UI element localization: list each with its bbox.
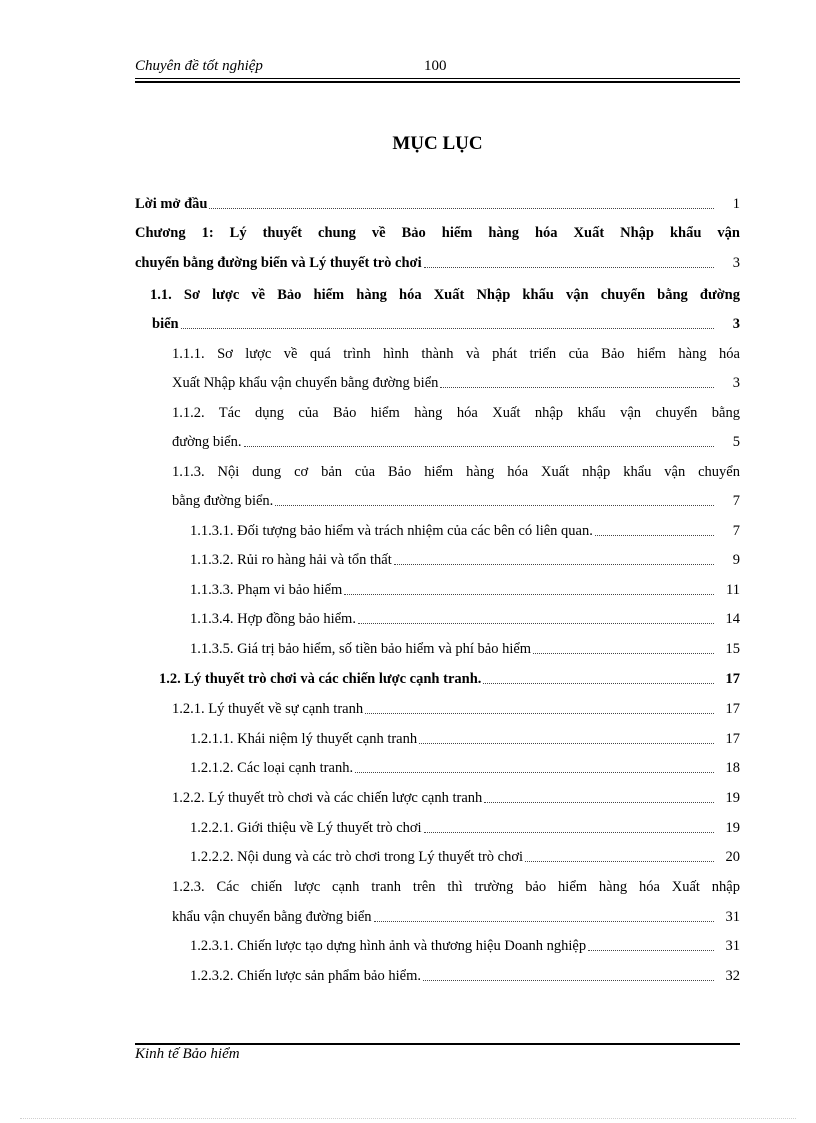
toc-entry-title: 1.2.1.1. Khái niệm lý thuyết cạnh tranh <box>190 731 418 747</box>
toc-entry-page: 9 <box>732 552 740 568</box>
toc-entry-title: 1.1.3.2. Rủi ro hàng hải và tổn thất <box>190 552 392 568</box>
page-number: 100 <box>424 58 447 74</box>
dot-leader <box>344 593 714 595</box>
toc-entry-page: 15 <box>725 641 740 657</box>
toc-entry-title: 1.1.1. Sơ lược về quá trình hình thành và phát triển của Bảo hiểm hàng hóa <box>172 346 740 362</box>
toc-entry-page: 17 <box>725 731 740 747</box>
toc-entry-title: biển <box>152 316 179 332</box>
footer-rule <box>135 1043 740 1045</box>
toc-entry-page: 20 <box>725 849 740 865</box>
toc-entry-title: 1.1. Sơ lược về Bảo hiểm hàng hóa Xuất Nhập khẩu vận chuyển bằng đường <box>150 287 740 303</box>
header-rule-thin <box>135 78 740 79</box>
dot-leader <box>355 771 714 773</box>
toc-entry-continued[interactable] <box>172 486 740 510</box>
document-title: Chuyên đề tốt nghiệp <box>135 58 263 74</box>
toc-entry-page: 3 <box>732 375 740 391</box>
toc-entry-continued[interactable] <box>135 248 740 272</box>
toc-entry-title: 1.2.2.2. Nội dung và các trò chơi trong Lý thuyết trò chơi <box>190 849 524 865</box>
toc-entry-title: Xuất Nhập khẩu vận chuyển bằng đường biển <box>172 375 439 391</box>
toc-entry-title: khẩu vận chuyển bằng đường biển <box>172 909 372 925</box>
toc-entry[interactable] <box>172 457 740 481</box>
toc-entry[interactable] <box>190 634 740 658</box>
toc-entry-page: 31 <box>725 938 740 954</box>
toc-entry[interactable] <box>190 545 740 569</box>
toc-entry[interactable] <box>190 842 740 866</box>
dot-leader <box>419 742 714 744</box>
toc-entry-title: Chương 1: Lý thuyết chung về Bảo hiểm hàng hóa Xuất Nhập khẩu vận <box>135 225 740 241</box>
dot-leader <box>358 622 714 624</box>
dot-leader <box>394 563 714 565</box>
toc-entry-title: 1.2. Lý thuyết trò chơi và các chiến lược cạnh tranh. <box>159 671 482 687</box>
toc-entry-page: 5 <box>732 434 740 450</box>
dot-leader <box>424 831 714 833</box>
toc-entry-continued[interactable] <box>152 309 740 333</box>
toc-entry-page: 7 <box>732 493 740 509</box>
dot-leader <box>365 712 714 714</box>
toc-entry[interactable] <box>190 724 740 748</box>
toc-entry-title: chuyển bằng đường biển và Lý thuyết trò chơi <box>135 255 422 271</box>
toc-entry-page: 1 <box>732 196 740 212</box>
toc-entry-title: 1.2.3. Các chiến lược cạnh tranh trên thì trường bảo hiểm hàng hóa Xuất nhập <box>172 879 740 895</box>
toc-entry[interactable] <box>172 872 740 896</box>
dot-leader <box>484 801 714 803</box>
dot-leader <box>275 504 714 506</box>
toc-entry-page: 3 <box>732 255 740 271</box>
toc-entry-page: 17 <box>725 671 740 687</box>
toc-entry[interactable] <box>172 339 740 363</box>
toc-entry[interactable] <box>172 694 740 718</box>
toc-entry-continued[interactable] <box>172 427 740 451</box>
toc-entry[interactable] <box>135 218 740 242</box>
toc-entry[interactable] <box>190 931 740 955</box>
toc-entry-title: 1.1.3.1. Đối tượng bảo hiểm và trách nhiệm của các bên có liên quan. <box>190 523 593 539</box>
toc-entry[interactable] <box>190 516 740 540</box>
dot-leader <box>440 386 714 388</box>
toc-entry-title: 1.2.1. Lý thuyết về sự cạnh tranh <box>172 701 364 717</box>
toc-entry-title: 1.2.2.1. Giới thiệu về Lý thuyết trò chơi <box>190 820 422 836</box>
toc-entry-page: 7 <box>732 523 740 539</box>
toc-entry-title: 1.2.2. Lý thuyết trò chơi và các chiến lược cạnh tranh <box>172 790 483 806</box>
toc-heading: MỤC LỤC <box>392 133 483 154</box>
toc-entry-page: 17 <box>725 701 740 717</box>
toc-entry-page: 32 <box>725 968 740 984</box>
toc-entry-continued[interactable] <box>172 368 740 392</box>
toc-entry[interactable] <box>190 604 740 628</box>
toc-entry[interactable] <box>172 398 740 422</box>
toc-entry[interactable] <box>172 783 740 807</box>
toc-entry-continued[interactable] <box>172 902 740 926</box>
toc-entry-page: 18 <box>725 760 740 776</box>
page-footer: Kinh tế Bảo hiểm <box>135 1046 240 1062</box>
dot-leader <box>424 266 714 268</box>
toc-entry-page: 3 <box>732 316 740 332</box>
page-header <box>135 58 740 78</box>
dot-leader <box>525 860 714 862</box>
toc-entry-title: 1.1.3.3. Phạm vi bảo hiểm <box>190 582 343 598</box>
dot-leader <box>209 207 714 209</box>
dot-leader <box>244 445 715 447</box>
toc-entry-title: 1.2.3.2. Chiến lược sản phẩm bảo hiểm. <box>190 968 421 984</box>
toc-entry-page: 14 <box>725 611 740 627</box>
toc-entry-page: 31 <box>725 909 740 925</box>
dot-leader <box>181 327 714 329</box>
dot-leader <box>533 652 714 654</box>
toc-entry-title: 1.1.3.5. Giá trị bảo hiểm, số tiền bảo hiểm và phí bảo hiểm <box>190 641 532 657</box>
toc-entry-page: 19 <box>725 820 740 836</box>
dot-leader <box>374 920 714 922</box>
dot-leader <box>595 534 714 536</box>
toc-entry-title: 1.1.3. Nội dung cơ bản của Bảo hiểm hàng hóa Xuất nhập khẩu vận chuyển <box>172 464 740 480</box>
toc-entry[interactable] <box>159 664 740 688</box>
toc-entry-page: 19 <box>725 790 740 806</box>
toc-entry-title: đường biển. <box>172 434 242 450</box>
toc-entry-title: 1.1.3.4. Hợp đồng bảo hiểm. <box>190 611 356 627</box>
toc-entry-title: 1.2.3.1. Chiến lược tạo dựng hình ảnh và thương hiệu Doanh nghiệp <box>190 938 587 954</box>
dot-leader <box>588 949 714 951</box>
header-rule-thick <box>135 81 740 83</box>
toc-entry[interactable] <box>190 961 740 985</box>
toc-entry-title: Lời mở đầu <box>135 196 208 212</box>
toc-entry[interactable] <box>190 753 740 777</box>
dot-leader <box>423 979 714 981</box>
page-edge-dotted-line <box>20 1118 796 1119</box>
toc-entry-title: bằng đường biển. <box>172 493 274 509</box>
toc-entry[interactable] <box>150 280 740 304</box>
toc-entry[interactable] <box>135 189 740 213</box>
dot-leader <box>483 682 714 684</box>
toc-entry[interactable] <box>190 575 740 599</box>
toc-entry-title: 1.2.1.2. Các loại cạnh tranh. <box>190 760 354 776</box>
toc-entry[interactable] <box>190 813 740 837</box>
toc-entry-page: 11 <box>726 582 740 598</box>
toc-entry-title: 1.1.2. Tác dụng của Bảo hiểm hàng hóa Xuất nhập khẩu vận chuyển bằng <box>172 405 740 421</box>
